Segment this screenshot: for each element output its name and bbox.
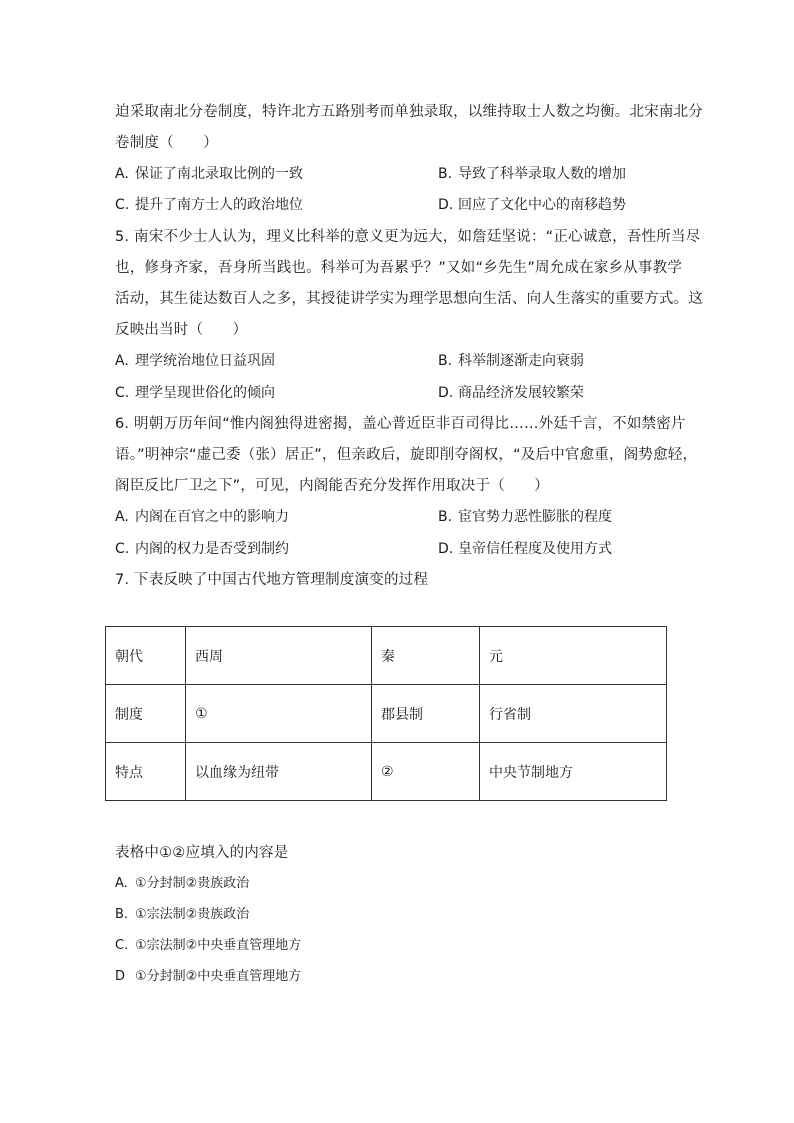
q4-option-c[interactable]: C. 提升了南方士人的政治地位 xyxy=(115,197,303,213)
q7-option-d[interactable]: D ①分封制②中央垂直管理地方 xyxy=(115,969,302,984)
q6-stem-line-3: 阁臣反比厂卫之下”，可见，内阁能否充分发挥作用取决于（ ） xyxy=(115,478,550,494)
table-cell: ① xyxy=(186,685,372,743)
q5-option-d[interactable]: D. 商品经济发展较繁荣 xyxy=(438,385,584,401)
q7-option-c[interactable]: C. ①宗法制②中央垂直管理地方 xyxy=(115,938,302,953)
table-cell: ② xyxy=(372,743,480,801)
table-row xyxy=(106,627,667,685)
table-cell: 特点 xyxy=(106,743,186,801)
table-row xyxy=(106,743,667,801)
table-cell: 元 xyxy=(480,627,667,685)
q5-stem-line-4: 反映出当时（ ） xyxy=(115,322,248,338)
q6-option-b[interactable]: B. 宦官势力恶性膨胀的程度 xyxy=(438,509,612,525)
q4-stem-line-1: 迫采取南北分卷制度，特许北方五路别考而单独录取，以维持取士人数之均衡。北宋南北分 xyxy=(115,104,703,120)
table-cell: 朝代 xyxy=(106,627,186,685)
q4-option-a[interactable]: A. 保证了南北录取比例的一致 xyxy=(115,166,303,182)
table-cell: 郡县制 xyxy=(372,685,480,743)
table-row xyxy=(106,685,667,743)
q7-stem: 7. 下表反映了中国古代地方管理制度演变的过程 xyxy=(115,572,429,588)
table-cell: 中央节制地方 xyxy=(480,743,667,801)
q6-option-d[interactable]: D. 皇帝信任程度及使用方式 xyxy=(438,541,612,557)
q6-option-a[interactable]: A. 内阁在百官之中的影响力 xyxy=(115,509,289,525)
q7-question: 表格中①②应填入的内容是 xyxy=(115,845,289,861)
table-cell: 秦 xyxy=(372,627,480,685)
q5-stem-line-1: 5. 南宋不少士人认为，理义比科举的意义更为远大，如詹廷坚说：“正心诚意，吾性所当尽 xyxy=(115,229,701,245)
q4-option-b[interactable]: B. 导致了科举录取人数的增加 xyxy=(438,166,626,182)
table-cell: 西周 xyxy=(186,627,372,685)
table-cell: 以血缘为纽带 xyxy=(186,743,372,801)
dynasty-system-table xyxy=(105,626,667,801)
q6-option-c[interactable]: C. 内阁的权力是否受到制约 xyxy=(115,541,289,557)
table-cell: 制度 xyxy=(106,685,186,743)
q4-option-d[interactable]: D. 回应了文化中心的南移趋势 xyxy=(438,197,626,213)
q5-option-b[interactable]: B. 科举制逐渐走向衰弱 xyxy=(438,353,584,369)
q5-option-a[interactable]: A. 理学统治地位日益巩固 xyxy=(115,353,275,369)
q5-option-c[interactable]: C. 理学呈现世俗化的倾向 xyxy=(115,385,275,401)
q7-option-a[interactable]: A. ①分封制②贵族政治 xyxy=(115,876,250,891)
q5-stem-line-3: 活动，其生徒达数百人之多，其授徒讲学实为理学思想向生活、向人生落实的重要方式。这 xyxy=(115,291,703,307)
q5-stem-line-2: 也，修身齐家，吾身所当践也。科举可为吾累乎？”又如“乡先生”周允成在家乡从事教学 xyxy=(115,260,683,276)
q4-stem-line-2: 卷制度（ ） xyxy=(115,135,218,151)
q7-option-b[interactable]: B. ①宗法制②贵族政治 xyxy=(115,907,250,922)
q6-stem-line-2: 语。”明神宗“虚己委（张）居正”，但亲政后，旋即削夺阁权，“及后中官愈重，阁势愈轻， xyxy=(115,447,698,463)
q6-stem-line-1: 6. 明朝万历年间“惟内阁独得进密揭，盖心普近臣非百司得比……外廷千言，不如禁密片 xyxy=(115,416,686,432)
table-cell: 行省制 xyxy=(480,685,667,743)
